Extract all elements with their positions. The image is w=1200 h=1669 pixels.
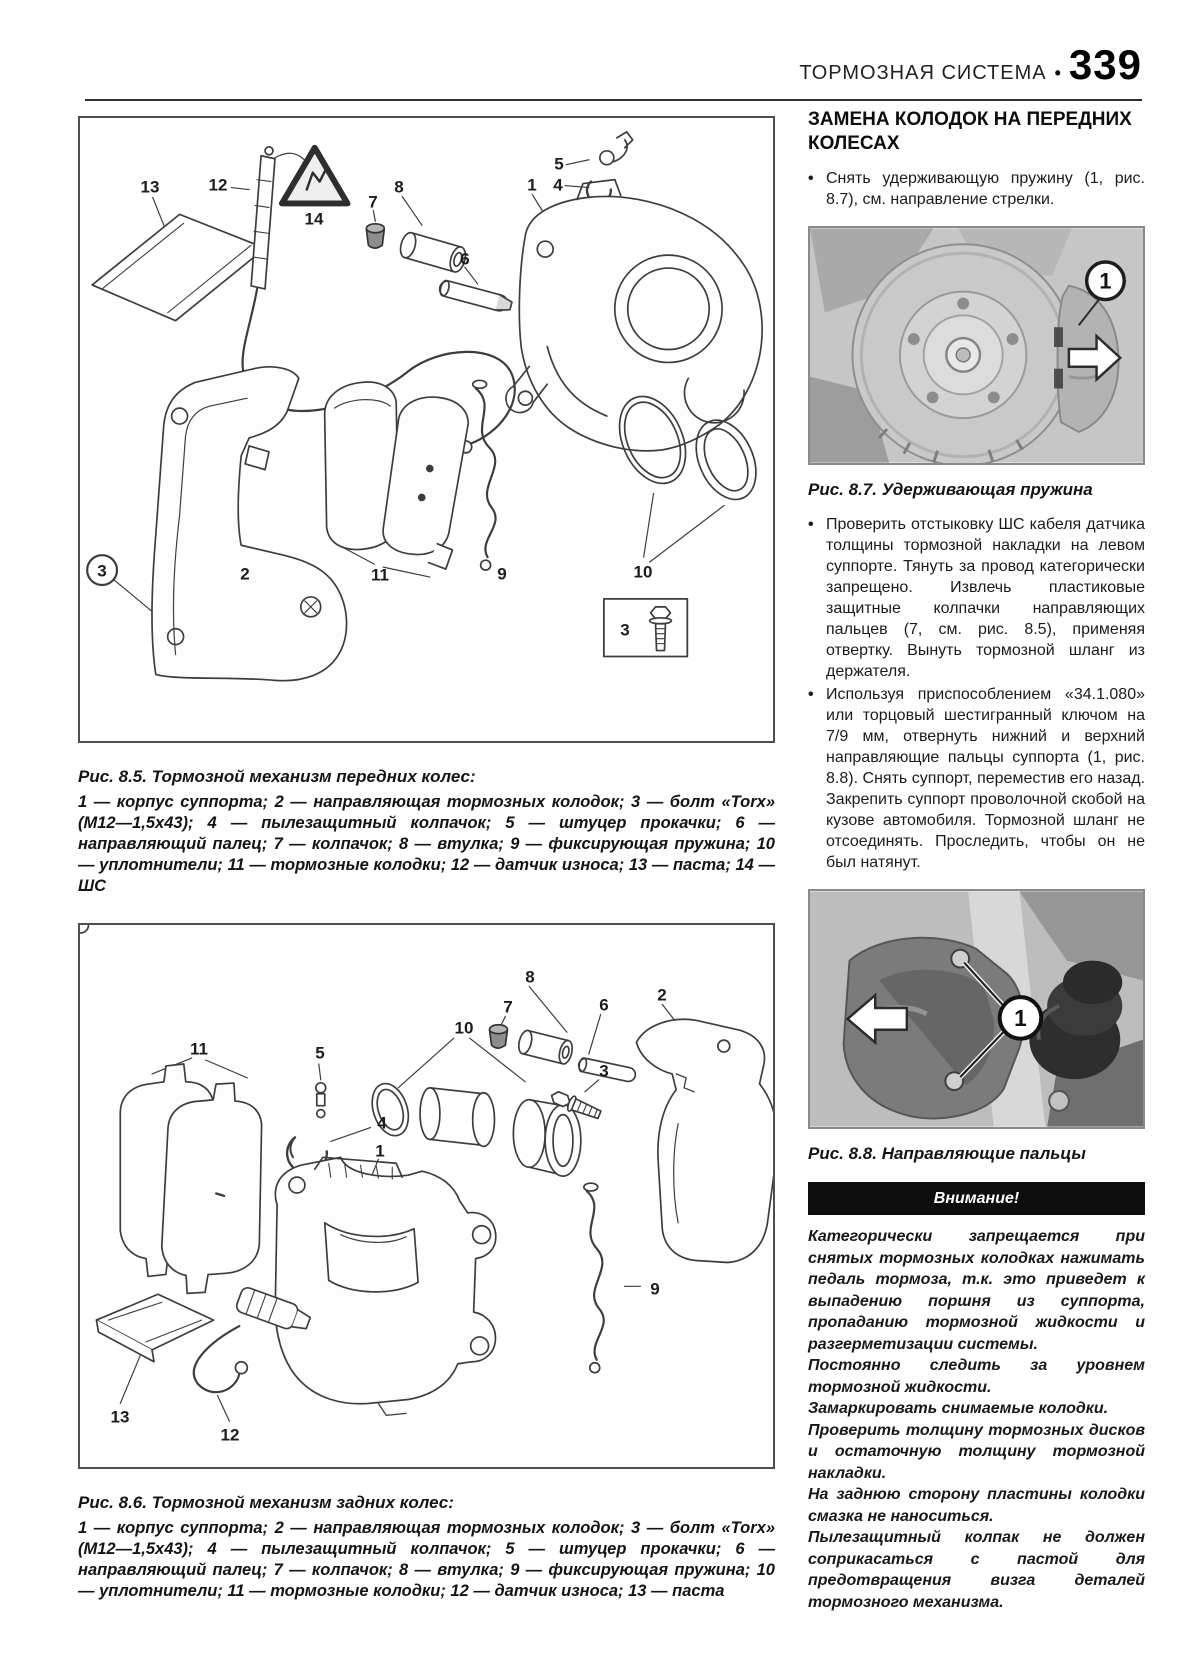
fig85-callout: 5: [554, 154, 564, 174]
fig86-callout: 13: [110, 1407, 130, 1427]
fig86-line-art: [80, 925, 773, 1467]
procedure-step: [808, 168, 1145, 210]
fig85-callout-circled: 3: [97, 561, 107, 581]
warning-banner: [808, 1182, 1145, 1215]
fig85-legend-number: 3: [620, 620, 630, 640]
fig86-callout: 6: [599, 995, 609, 1015]
warning-paragraph: Проверить толщину тормозных дисков и остаточную толщину тормозной накладки.: [808, 1421, 1145, 1482]
figure-8-7-caption: Рис. 8.7. Удерживающая пружина: [808, 480, 1093, 499]
fig86-caption-body: 1 — корпус суппорта; 2 — направляющая тормозных колодок; 3 — болт «Torx» (М12—1,5х43); 4 — пылезащитный колпачок; 5 — штуцер прокачки; 6 — направляющий палец; 7 — колпачок; 8 — втулка; 9 — фиксирующая пружина; 10 — уплотнители; 11 — тормозные колодки; 12 — датчик износа; 13 — паста: [78, 1519, 775, 1600]
fig86-callout: 9: [650, 1279, 660, 1299]
figure-8-6-box: [78, 923, 775, 1469]
figure-8-8-photo: [808, 889, 1145, 1129]
fig85-callout: 10: [633, 562, 653, 582]
step-text: Используя приспособлением «34.1.080» или торцовый шестигранный ключом на 7/9 мм, отвернуть нижний и верхний направляющие пальцы суппорта (1, рис. 8.8). Снять суппорт, переместив его назад. Закрепить суппорт проволочной скобой на кузове автомобиля. Тормозной шланг не отсоединять. Проследить, чтобы он не был натянут.: [826, 686, 1145, 871]
procedure-step: [808, 684, 1145, 873]
warning-paragraph: Замаркировать снимаемые колодки.: [808, 1400, 1109, 1417]
page-header: [799, 41, 1142, 88]
figure-8-5-caption: [78, 767, 775, 897]
warning-text-block: [808, 1226, 1145, 1613]
warning-paragraph: Постоянно следить за уровнем тормозной жидкости.: [808, 1357, 1145, 1396]
fig85-callout: 1: [527, 175, 537, 195]
bullet-marker: •: [808, 516, 814, 533]
fig88-photo-art: [810, 891, 1143, 1127]
figure-8-5-box: [78, 116, 775, 743]
figure-8-8-caption: Рис. 8.8. Направляющие пальцы: [808, 1144, 1086, 1163]
step-text: Снять удерживающую пружину (1, рис. 8.7), см. направление стрелки.: [826, 170, 1145, 208]
warning-title: Внимание!: [933, 1189, 1020, 1207]
fig85-callout: 4: [553, 175, 563, 195]
figure-8-6-caption: [78, 1493, 775, 1602]
fig85-callout: 13: [140, 177, 160, 197]
fig86-callout: 4: [377, 1113, 387, 1133]
warning-paragraph: Категорически запрещается при снятых тормозных колодках нажимать педаль тормоза, т.к. это приведет к выпадению поршня из суппорта, пропаданию тормозной жидкости и разгерметизации системы.: [808, 1228, 1145, 1353]
fig85-callout: 14: [304, 209, 324, 229]
fig87-callout-number: 1: [1099, 268, 1112, 294]
fig87-photo-art: [810, 228, 1143, 463]
fig85-callout: 12: [208, 175, 228, 195]
fig86-callout: 8: [525, 967, 535, 987]
fig85-line-art: [80, 118, 773, 741]
step-text: Проверить отстыковку ШС кабеля датчика толщины тормозной накладки на левом суппорте. Тянуть за провод категорически запрещено. Извлечь пластиковые защитные колпачки направляющих пальцев (7, см. рис. 8.5), применяя отвертку. Вынуть тормозной шланг из держателя.: [826, 516, 1145, 680]
fig85-callout: 7: [368, 192, 378, 212]
warning-paragraph: Пылезащитный колпак не должен соприкасаться с пастой для предотвращения визга деталей тормозного механизма.: [808, 1529, 1145, 1611]
figure-8-7-photo: [808, 226, 1145, 465]
warning-paragraph: На заднюю сторону пластины колодки смазка не наноситься.: [808, 1486, 1145, 1525]
fig86-callout: 2: [657, 985, 667, 1005]
fig86-callout: 12: [220, 1425, 240, 1445]
bullet-marker: •: [808, 170, 814, 187]
fig88-callout-number: 1: [1014, 1004, 1027, 1031]
fig86-callout: 11: [190, 1039, 208, 1059]
fig86-callout: 5: [315, 1043, 325, 1063]
right-column: [808, 108, 1145, 1613]
section-title: ТОРМОЗНАЯ СИСТЕМА: [799, 62, 1047, 84]
fig85-callout: 2: [240, 564, 250, 584]
header-separator-dot: •: [1054, 63, 1061, 83]
header-rule: [85, 99, 1142, 101]
fig85-caption-body: 1 — корпус суппорта; 2 — направляющая тормозных колодок; 3 — болт «Torx» (М12—1,5х43); 4 — пылезащитный колпачок; 5 — штуцер прокачки; 6 — направляющий палец; 7 — колпачок; 8 — втулка; 9 — фиксирующая пружина; 10 — уплотнители; 11 — тормозные колодки; 12 — датчик износа; 13 — паста; 14 — ШС: [78, 793, 775, 895]
fig85-caption-title: Рис. 8.5. Тормозной механизм передних колес:: [78, 767, 476, 786]
left-column: [78, 116, 775, 1602]
procedure-step: [808, 514, 1145, 682]
fig86-callout: 10: [454, 1018, 474, 1038]
fig85-callout: 11: [371, 565, 389, 585]
bullet-marker: •: [808, 686, 814, 703]
fig86-callout: 7: [503, 997, 513, 1017]
fig85-callout: 6: [460, 249, 470, 269]
fig85-callout: 8: [394, 177, 404, 197]
fig86-callout: 1: [375, 1141, 385, 1161]
fig86-caption-title: Рис. 8.6. Тормозной механизм задних колес:: [78, 1493, 454, 1512]
fig86-callout: 3: [599, 1061, 609, 1081]
page-number: 339: [1068, 41, 1142, 88]
section-heading: ЗАМЕНА КОЛОДОК НА ПЕРЕДНИХ КОЛЕСАХ: [808, 109, 1132, 154]
fig85-callout: 9: [497, 564, 507, 584]
